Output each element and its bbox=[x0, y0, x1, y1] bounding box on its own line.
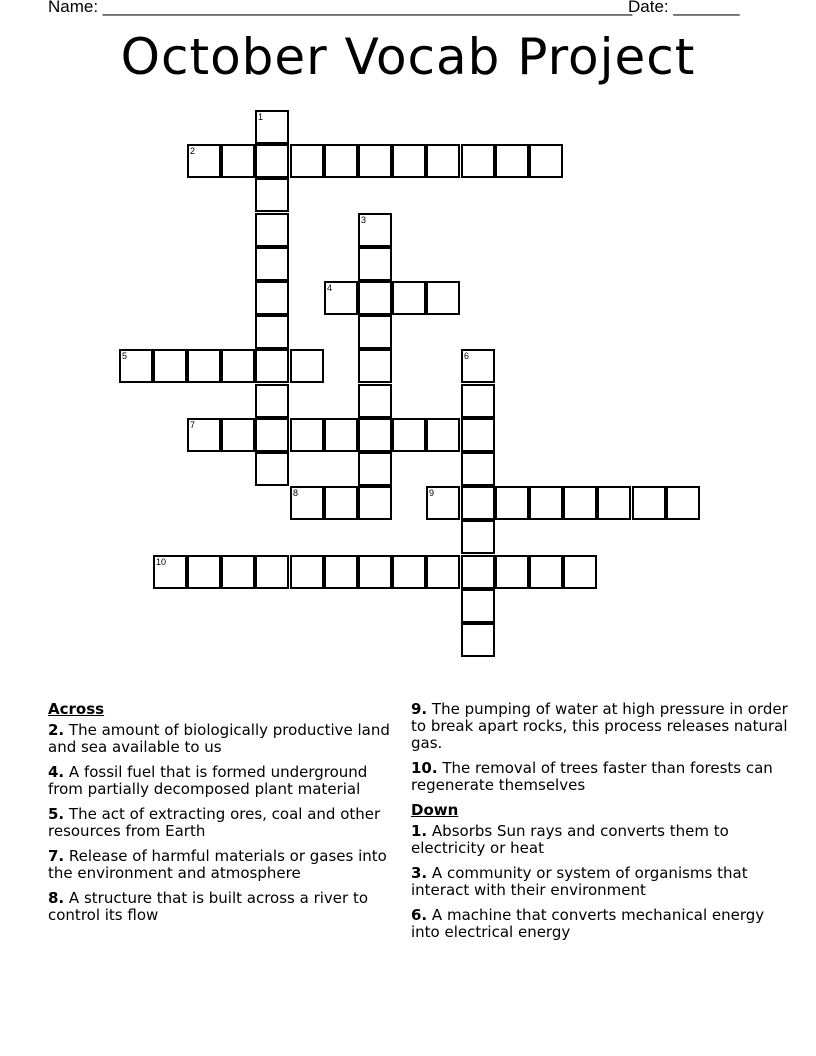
crossword-cell[interactable] bbox=[290, 555, 324, 589]
crossword-cell[interactable] bbox=[495, 555, 529, 589]
clue-text: The pumping of water at high pressure in order to break apart rocks, this process releases natural gas. bbox=[411, 700, 788, 752]
crossword-cell[interactable] bbox=[461, 555, 495, 589]
crossword-cell[interactable] bbox=[426, 486, 460, 520]
crossword-cell[interactable] bbox=[153, 555, 187, 589]
crossword-cell[interactable] bbox=[461, 349, 495, 383]
crossword-cell[interactable] bbox=[529, 144, 563, 178]
crossword-cell[interactable] bbox=[255, 110, 289, 144]
crossword-cell[interactable] bbox=[187, 144, 221, 178]
clue-text: Release of harmful materials or gases into the environment and atmosphere bbox=[48, 847, 387, 882]
crossword-cell[interactable] bbox=[358, 247, 392, 281]
cell-number: 8 bbox=[293, 488, 299, 498]
clue-text: The amount of biologically productive land and sea available to us bbox=[48, 721, 390, 756]
crossword-cell[interactable] bbox=[119, 349, 153, 383]
down-clue-6 bbox=[411, 907, 791, 941]
crossword-cell[interactable] bbox=[461, 486, 495, 520]
crossword-cell[interactable] bbox=[461, 384, 495, 418]
clue-number: 5. bbox=[48, 805, 65, 823]
crossword-cell[interactable] bbox=[358, 555, 392, 589]
crossword-cell[interactable] bbox=[187, 418, 221, 452]
crossword-cell[interactable] bbox=[597, 486, 631, 520]
crossword-cell[interactable] bbox=[666, 486, 700, 520]
crossword-cell[interactable] bbox=[324, 281, 358, 315]
crossword-cell[interactable] bbox=[563, 486, 597, 520]
page-title: October Vocab Project bbox=[120, 28, 696, 86]
crossword-cell[interactable] bbox=[461, 418, 495, 452]
crossword-cell[interactable] bbox=[324, 418, 358, 452]
across-clue-7 bbox=[48, 848, 393, 882]
down-clue-3 bbox=[411, 865, 791, 899]
clue-number: 8. bbox=[48, 889, 65, 907]
crossword-cell[interactable] bbox=[461, 589, 495, 623]
crossword-cell[interactable] bbox=[392, 418, 426, 452]
crossword-cell[interactable] bbox=[563, 555, 597, 589]
crossword-cell[interactable] bbox=[461, 144, 495, 178]
crossword-cell[interactable] bbox=[495, 144, 529, 178]
crossword-cell[interactable] bbox=[221, 418, 255, 452]
crossword-cell[interactable] bbox=[187, 349, 221, 383]
across-clue-4 bbox=[48, 764, 393, 798]
crossword-cell[interactable] bbox=[392, 281, 426, 315]
crossword-cell[interactable] bbox=[255, 281, 289, 315]
across-clue-9 bbox=[411, 701, 791, 752]
cell-number: 6 bbox=[464, 351, 470, 361]
crossword-cell[interactable] bbox=[221, 555, 255, 589]
crossword-cell[interactable] bbox=[358, 418, 392, 452]
crossword-cell[interactable] bbox=[255, 247, 289, 281]
crossword-cell[interactable] bbox=[255, 452, 289, 486]
crossword-cell[interactable] bbox=[324, 555, 358, 589]
clue-number: 4. bbox=[48, 763, 65, 781]
clue-number: 3. bbox=[411, 864, 428, 882]
cell-number: 10 bbox=[156, 557, 167, 567]
across-clue-2 bbox=[48, 722, 393, 756]
cell-number: 3 bbox=[361, 215, 367, 225]
clue-text: Absorbs Sun rays and converts them to electricity or heat bbox=[411, 822, 729, 857]
clue-text: A fossil fuel that is formed underground from partially decomposed plant material bbox=[48, 763, 368, 798]
clues-left-column bbox=[48, 701, 393, 932]
name-field-label[interactable]: Name: ________________________________________________________ bbox=[48, 0, 633, 16]
clues-right-column bbox=[411, 701, 791, 949]
across-heading: Across bbox=[48, 700, 105, 718]
clue-number: 2. bbox=[48, 721, 65, 739]
crossword-cell[interactable] bbox=[255, 555, 289, 589]
down-heading: Down bbox=[411, 801, 459, 819]
crossword-cell[interactable] bbox=[255, 178, 289, 212]
clue-number: 10. bbox=[411, 759, 438, 777]
crossword-cell[interactable] bbox=[358, 384, 392, 418]
crossword-cell[interactable] bbox=[392, 144, 426, 178]
crossword-cell[interactable] bbox=[461, 623, 495, 657]
crossword-cell[interactable] bbox=[358, 486, 392, 520]
crossword-cell[interactable] bbox=[632, 486, 666, 520]
clue-text: The removal of trees faster than forests can regenerate themselves bbox=[411, 759, 773, 794]
across-clue-8 bbox=[48, 890, 393, 924]
crossword-cell[interactable] bbox=[255, 384, 289, 418]
clue-number: 6. bbox=[411, 906, 428, 924]
cell-number: 1 bbox=[258, 112, 264, 122]
crossword-cell[interactable] bbox=[255, 349, 289, 383]
crossword-cell[interactable] bbox=[426, 144, 460, 178]
clue-text: A community or system of organisms that interact with their environment bbox=[411, 864, 748, 899]
crossword-cell[interactable] bbox=[392, 555, 426, 589]
crossword-cell[interactable] bbox=[426, 418, 460, 452]
crossword-cell[interactable] bbox=[358, 144, 392, 178]
cell-number: 5 bbox=[122, 351, 128, 361]
across-clue-10 bbox=[411, 760, 791, 794]
cell-number: 9 bbox=[429, 488, 435, 498]
crossword-cell[interactable] bbox=[255, 144, 289, 178]
crossword-cell[interactable] bbox=[290, 418, 324, 452]
crossword-cell[interactable] bbox=[358, 281, 392, 315]
crossword-cell[interactable] bbox=[358, 213, 392, 247]
crossword-cell[interactable] bbox=[358, 452, 392, 486]
cell-number: 2 bbox=[190, 146, 196, 156]
clue-text: The act of extracting ores, coal and other resources from Earth bbox=[48, 805, 381, 840]
crossword-cell[interactable] bbox=[255, 315, 289, 349]
crossword-cell[interactable] bbox=[529, 486, 563, 520]
crossword-cell[interactable] bbox=[290, 486, 324, 520]
crossword-cell[interactable] bbox=[358, 315, 392, 349]
crossword-cell[interactable] bbox=[324, 486, 358, 520]
crossword-cell[interactable] bbox=[187, 555, 221, 589]
crossword-cell[interactable] bbox=[461, 520, 495, 554]
crossword-cell[interactable] bbox=[153, 349, 187, 383]
crossword-cell[interactable] bbox=[529, 555, 563, 589]
clue-number: 9. bbox=[411, 700, 428, 718]
cell-number: 7 bbox=[190, 420, 196, 430]
date-field-label[interactable]: Date: _______ bbox=[628, 0, 740, 16]
down-clue-1 bbox=[411, 823, 791, 857]
clue-text: A machine that converts mechanical energy into electrical energy bbox=[411, 906, 765, 941]
crossword-cell[interactable] bbox=[255, 213, 289, 247]
crossword-cell[interactable] bbox=[255, 418, 289, 452]
clue-text: A structure that is built across a river to control its flow bbox=[48, 889, 369, 924]
cell-number: 4 bbox=[327, 283, 333, 293]
crossword-cell[interactable] bbox=[221, 349, 255, 383]
across-clue-5 bbox=[48, 806, 393, 840]
crossword-cell[interactable] bbox=[495, 486, 529, 520]
clue-number: 1. bbox=[411, 822, 428, 840]
crossword-cell[interactable] bbox=[426, 281, 460, 315]
crossword-cell[interactable] bbox=[426, 555, 460, 589]
crossword-cell[interactable] bbox=[290, 144, 324, 178]
crossword-cell[interactable] bbox=[324, 144, 358, 178]
crossword-cell[interactable] bbox=[290, 349, 324, 383]
clue-number: 7. bbox=[48, 847, 65, 865]
crossword-cell[interactable] bbox=[461, 452, 495, 486]
crossword-cell[interactable] bbox=[221, 144, 255, 178]
crossword-cell[interactable] bbox=[358, 349, 392, 383]
